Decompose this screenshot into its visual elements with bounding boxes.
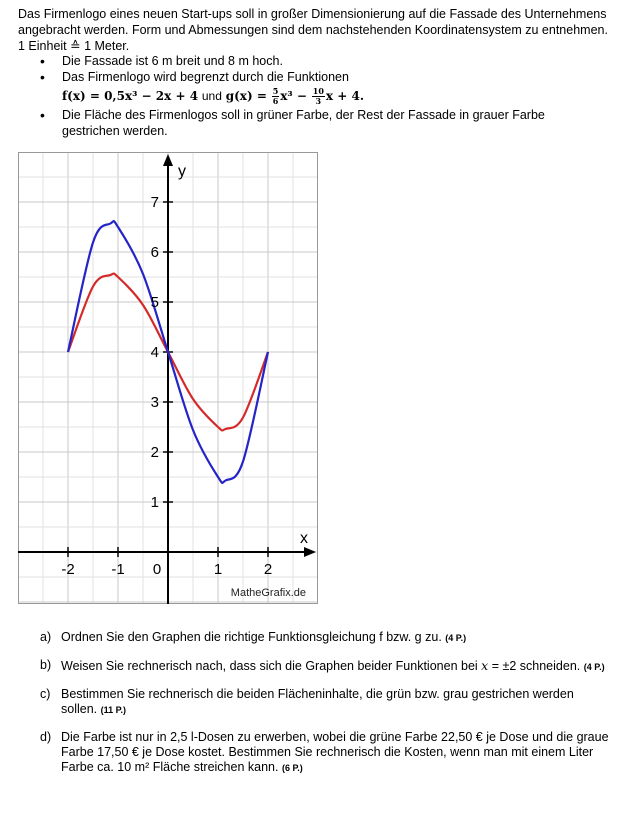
task-text: Ordnen Sie den Graphen die richtige Funktionsgleichung f bzw. g zu. [61,630,442,644]
task-b [40,658,610,675]
task-d [40,730,610,776]
formula-f: f(x) = 0,5x³ − 2x + 4 [62,89,199,103]
task-a [40,630,610,646]
formula-g-prefix: g(x) = [225,89,267,103]
fraction-10-3 [312,87,325,106]
y-tick-label: 3 [150,394,159,411]
y-tick-label: 6 [150,244,159,261]
x-axis-arrow [304,547,316,557]
y-tick-label: 7 [150,194,159,211]
bullet-functions [40,70,600,86]
fraction-numerator: 5 [272,86,279,96]
axes [18,154,316,604]
bullet-colors: • Die Fläche des Firmenlogos soll in grüner Farbe, der Rest der Fassade in grauer Farbe gestrichen werden. [40,108,600,139]
formula-g-mid: x³ − [280,89,307,103]
x-axis-label: x [300,530,308,547]
facts-list [40,54,600,139]
formula-g-suffix: x + 4. [325,89,364,103]
task-label: d) [40,730,52,744]
task-c [40,687,610,718]
task-math-x: x [481,658,489,673]
fraction-numerator: 10 [312,86,324,96]
function-formulas [40,87,600,106]
task-text-after: = ±2 schneiden. [491,659,581,673]
y-axis-arrow [163,154,173,166]
task-points: (4 P.) [445,633,467,643]
task-label: b) [40,658,52,672]
x-tick-label: 2 [263,561,273,578]
x-tick-label: -1 [111,561,125,578]
task-text: Die Farbe ist nur in 2,5 l-Dosen zu erwerben, wobei die grüne Farbe 22,50 € je Dose und die graue Farbe 17,50 € je Dose kostet. Bestimmen Sie rechnerisch die Kosten, wenn man mit einem Liter Farbe ca. 10 m² Fläche streichen kann. [61,730,609,774]
x-tick-label: -2 [61,561,75,578]
intro-paragraph: Das Firmenlogo eines neuen Start-ups soll in großer Dimensionierung auf die Fassade des Unternehmens angebracht werden. Form und Abmessungen sind dem nachstehenden Koordinatensystem zu entnehmen. 1 Einheit ≙ 1 Meter. [18,7,608,53]
task-text: Bestimmen Sie rechnerisch die beiden Flächeninhalte, die grün bzw. grau gestrichen werden sollen. [61,687,574,716]
y-tick-label: 5 [150,294,159,311]
task-points: (6 P.) [281,763,303,773]
y-tick-label: 4 [150,344,159,361]
x-tick-label: 1 [213,561,223,578]
task-text: Weisen Sie rechnerisch nach, dass sich die Graphen beider Funktionen bei [61,659,478,673]
task-list [40,630,610,788]
task-points: (4 P.) [583,662,605,672]
bullet-facade-size: • Die Fassade ist 6 m breit und 8 m hoch. [40,54,600,70]
axis-labels [61,163,308,599]
fraction-5-6 [272,87,280,106]
fraction-denominator: 3 [315,96,322,106]
x-tick-label: 0 [152,561,162,578]
y-axis-label: y [178,163,186,180]
task-label: a) [40,630,52,644]
y-tick-label: 1 [150,494,159,511]
task-points: (11 P.) [100,705,126,715]
y-tick-label: 2 [150,444,159,461]
task-label: c) [40,687,51,701]
fraction-denominator: 6 [272,96,279,106]
formula-connector: und [201,89,222,103]
watermark: MatheGrafix.de [230,587,306,599]
function-graph [18,152,318,604]
bullet-functions-text: Das Firmenlogo wird begrenzt durch die Funktionen [62,69,349,84]
